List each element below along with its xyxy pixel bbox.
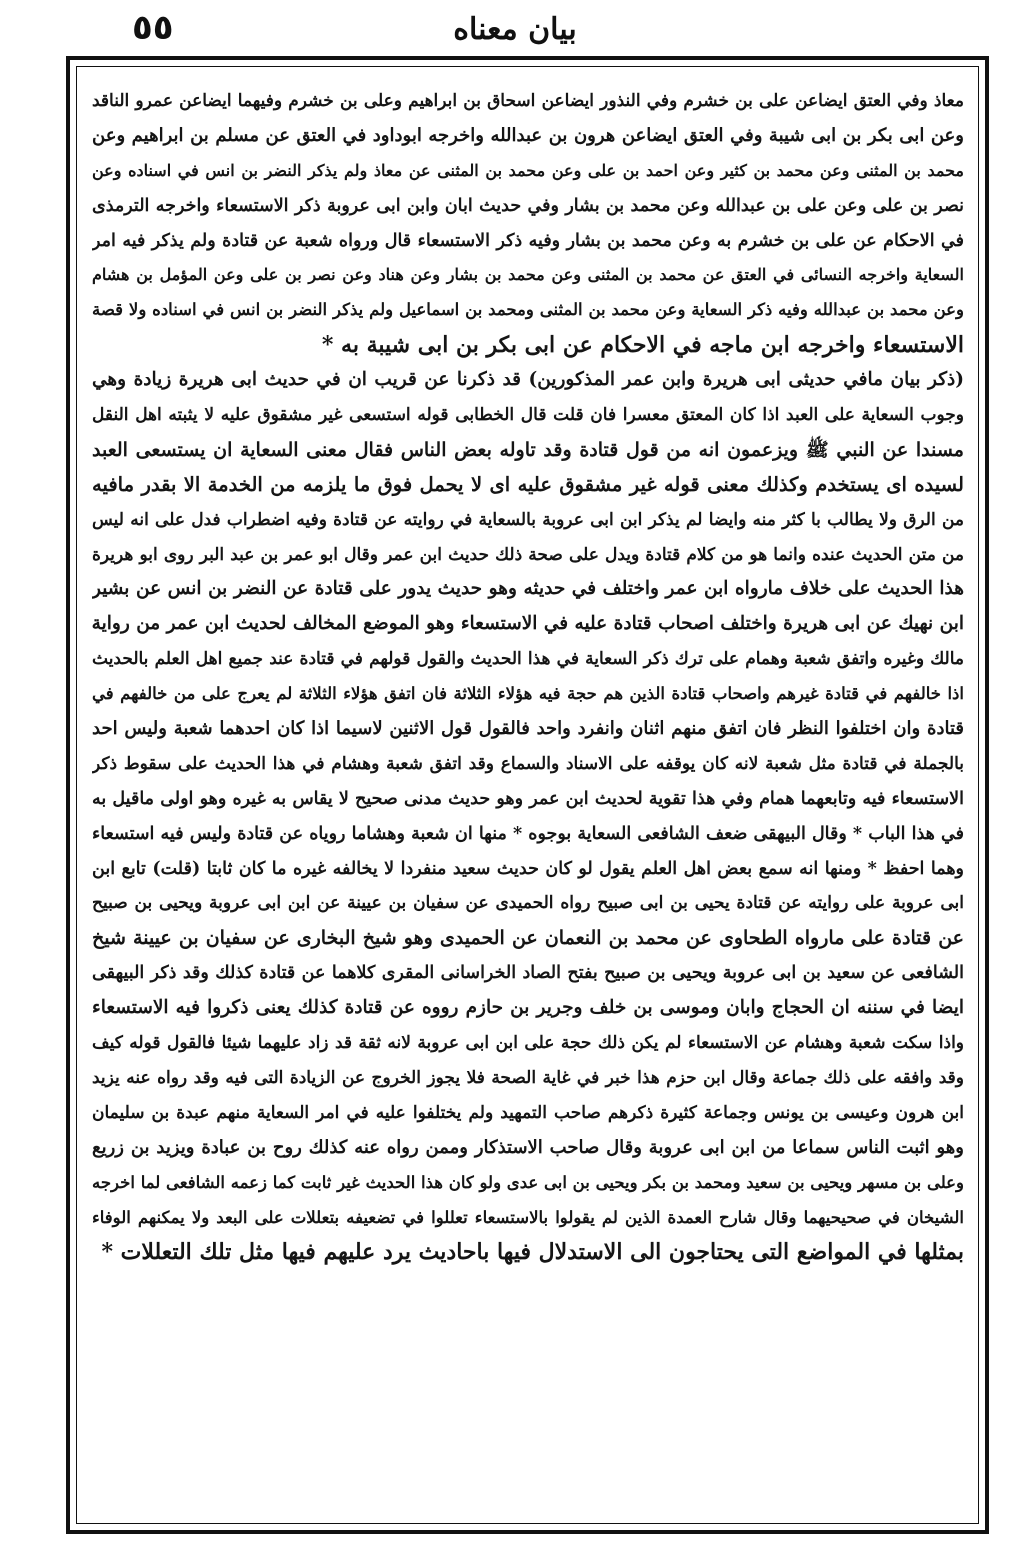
section-heading-line: (ذكر بيان مافي حديثى ابى هريرة وابن عمر المذكورين) قد ذكرنا عن قريب ان في حديث ابى هريرة زيادة وهي xyxy=(92,369,964,391)
text-line: ابن نهيك عن ابى هريرة واختلف اصحاب قتادة عليه في الاستسعاء وهو الموضع المخالف لحديث ابن عمر من رواية xyxy=(92,613,964,635)
text-line: وعلى بن مسهر ويحيى بن سعيد ومحمد بن بكر ويحيى بن ابى عدى ولو كان هذا الحديث غير ثابت كما زعمه الشافعى لما اخرجه xyxy=(92,1172,964,1192)
text-line: وعن ابى بكر بن ابى شيبة وفي العتق ايضاعن هرون بن عبدالله واخرجه ابوداود في العتق عن مسلم بن ابراهيم وعن xyxy=(92,124,964,146)
text-line: وقد وافقه على ذلك جماعة وقال ابن حزم هذا خبر في غاية الصحة فلا يجوز الخروج عن الزيادة التى فيه وقد رواه عنه يزيد xyxy=(92,1067,964,1088)
text-line: محمد بن المثنى وعن محمد بن كثير وعن احمد بن على وعن محمد بن المثنى عن معاذ ولم يذكر النضر بن انس في اسناده وعن xyxy=(92,160,964,180)
text-line: وهما احفظ * ومنها انه سمع بعض اهل العلم يقول لو كان حديث سعيد منفردا لا يخالفه غيره ما كان ثابتا (قلت) تابع ابن xyxy=(92,858,964,879)
text-line: السعاية واخرجه النسائى في العتق عن محمد بن المثنى وعن محمد بن بشار وعن هناد وعن نصر بن على وعن المؤمل بن هشام xyxy=(92,265,964,285)
text-line: معاذ وفي العتق ايضاعن على بن خشرم وفي النذور ايضاعن اسحاق بن ابراهيم وعلى بن خشرم وفيهما ايضاعن عمرو الناقد xyxy=(92,91,964,111)
text-line: وعن محمد بن عبدالله وفيه ذكر السعاية وعن محمد بن المثنى ومحمد بن اسماعيل ولم يذكر النضر بن انس في اسناده ولا قصة xyxy=(92,300,964,320)
text-line: في هذا الباب * وقال البيهقى ضعف الشافعى السعاية بوجوه * منها ان شعبة وهشاما روياه عن قتادة وليس فيه استسعاء xyxy=(92,823,964,844)
text-line: اذا خالفهم في قتادة غيرهم واصحاب قتادة الذين هم حجة فيه هؤلاء الثلاثة فان اتفق هؤلاء الثلاثة لم يعرج على من خالفهم في xyxy=(92,684,964,704)
text-line: قتادة وان اختلفوا النظر فان اتفق منهم اثنان وانفرد واحد فالقول قول الاثنين لاسيما اذا كان احدهما شعبة وليس احد xyxy=(92,718,964,740)
text-line: عن قتادة على مارواه الطحاوى عن محمد بن النعمان عن الحميدى وهو شيخ البخارى عن سفيان بن عيينة شيخ xyxy=(92,927,964,950)
text-line: من الرق ولا يطالب با كثر منه وايضا لم يذكر ابن ابى عروبة بالسعاية في روايته عن قتادة وفيه اضطراب فدل على انه ليس xyxy=(92,509,964,530)
text-line: هذا الحديث على خلاف مارواه ابن عمر واختلف في حديثه وهو حديث يدور على قتادة عن النضر بن انس عن بشير xyxy=(92,578,964,600)
text-line: الاستسعاء واخرجه ابن ماجه في الاحكام عن ابى بكر بن ابى شيبة به * xyxy=(321,332,964,359)
page-header xyxy=(50,6,980,54)
text-line: ابى عروبة على روايته عن قتادة يحيى بن ابى صبيح رواه الحميدى عن سفيان بن عيينة عن ابن ابى عروبة ويحيى بن صبيح xyxy=(92,893,964,914)
page-number: ٥٥ xyxy=(132,8,174,48)
text-line: ايضا في سننه ان الحجاج وابان وموسى بن خلف وجرير بن حازم رووه عن قتادة كذلك يعنى ذكروا فيه الاستسعاء xyxy=(92,997,964,1019)
text-line: الاستسعاء فيه وتابعهما همام وفي هذا تقوية لحديث ابن عمر وهو حديث مدنى صحيح لا يقاس به غيره وهو اولى ماقيل به xyxy=(92,788,964,809)
text-line: بالجملة في قتادة مثل شعبة لانه كان يوقفه على الاسناد والسماع وقد اتفق شعبة وهشام في هذا الحديث على سقوط ذكر xyxy=(92,753,964,774)
text-line: وهو اثبت الناس سماعا من ابن ابى عروبة وقال صاحب الاستذكار وممن رواه عنه كذلك روح بن عبادة ويزيد بن زريع xyxy=(92,1136,964,1158)
text-line: في الاحكام عن على بن خشرم به وعن محمد بن بشار وفيه ذكر الاستسعاء قال ورواه شعبة عن قتادة ولم يذكر فيه امر xyxy=(92,230,964,251)
text-line: مسندا عن النبي ﷺ ويزعمون انه من قول قتادة وقد تاوله بعض الناس فقال معنى السعاية ان يستسعى العبد xyxy=(92,438,964,461)
text-line: من متن الحديث عنده وانما هو من كلام قتادة ويدل على صحة ذلك حديث ابن عمر وقال ابو عمر بن عبد البر روى ابو هريرة xyxy=(92,544,964,565)
text-line: وجوب السعاية على العبد اذا كان المعتق معسرا فان قلت قال الخطابى قوله استسعى غير مشقوق عليه لا يثبته اهل النقل xyxy=(92,405,964,426)
text-line: الشيخان في صحيحيهما وقال شارح العمدة الذين لم يقولوا بالاستسعاء تعللوا في تضعيفه بتعللات على البعد ولا يمكنهم الوفاء xyxy=(92,1207,964,1227)
text-line: واذا سكت شعبة وهشام عن الاستسعاء لم يكن ذلك حجة على ابن ابى عروبة لانه ثقة قد زاد عليهما شيئا فالقول قوله كيف xyxy=(92,1033,964,1054)
running-title: بيان معناه xyxy=(453,12,577,47)
text-line: نصر بن على وعن على بن عبدالله وعن محمد بن بشار وفي حديث ابان وابن ابى عروبة ذكر الاستسعاء واخرجه الترمذى xyxy=(92,195,964,216)
text-line: بمثلها في المواضع التى يحتاجون الى الاستدلال فيها باحاديث يرد عليهم فيها مثل تلك التعللات * xyxy=(101,1239,964,1266)
text-line: مالك وغيره واتفق شعبة وهمام على ترك ذكر السعاية في هذا الحديث والقول قولهم في قتادة عند جميع اهل العلم بالحديث xyxy=(92,649,964,670)
text-line: ابن هرون وعيسى بن يونس وجماعة كثيرة ذكرهم صاحب التمهيد ولم يختلفوا عليه في امر السعاية منهم عبدة بن سليمان xyxy=(92,1102,964,1123)
text-line: لسيده اى يستخدم وكذلك معنى قوله غير مشقوق عليه اى لا يحمل فوق ما يلزمه من الخدمة الا بقدر مافيه xyxy=(92,472,964,496)
text-body xyxy=(92,84,964,1514)
text-line: الشافعى عن سعيد بن ابى عروبة ويحيى بن صبيح بفتح الصاد الخراسانى المقرى كلاهما عن قتادة كذلك وقد ذكر البيهقى xyxy=(92,963,964,984)
